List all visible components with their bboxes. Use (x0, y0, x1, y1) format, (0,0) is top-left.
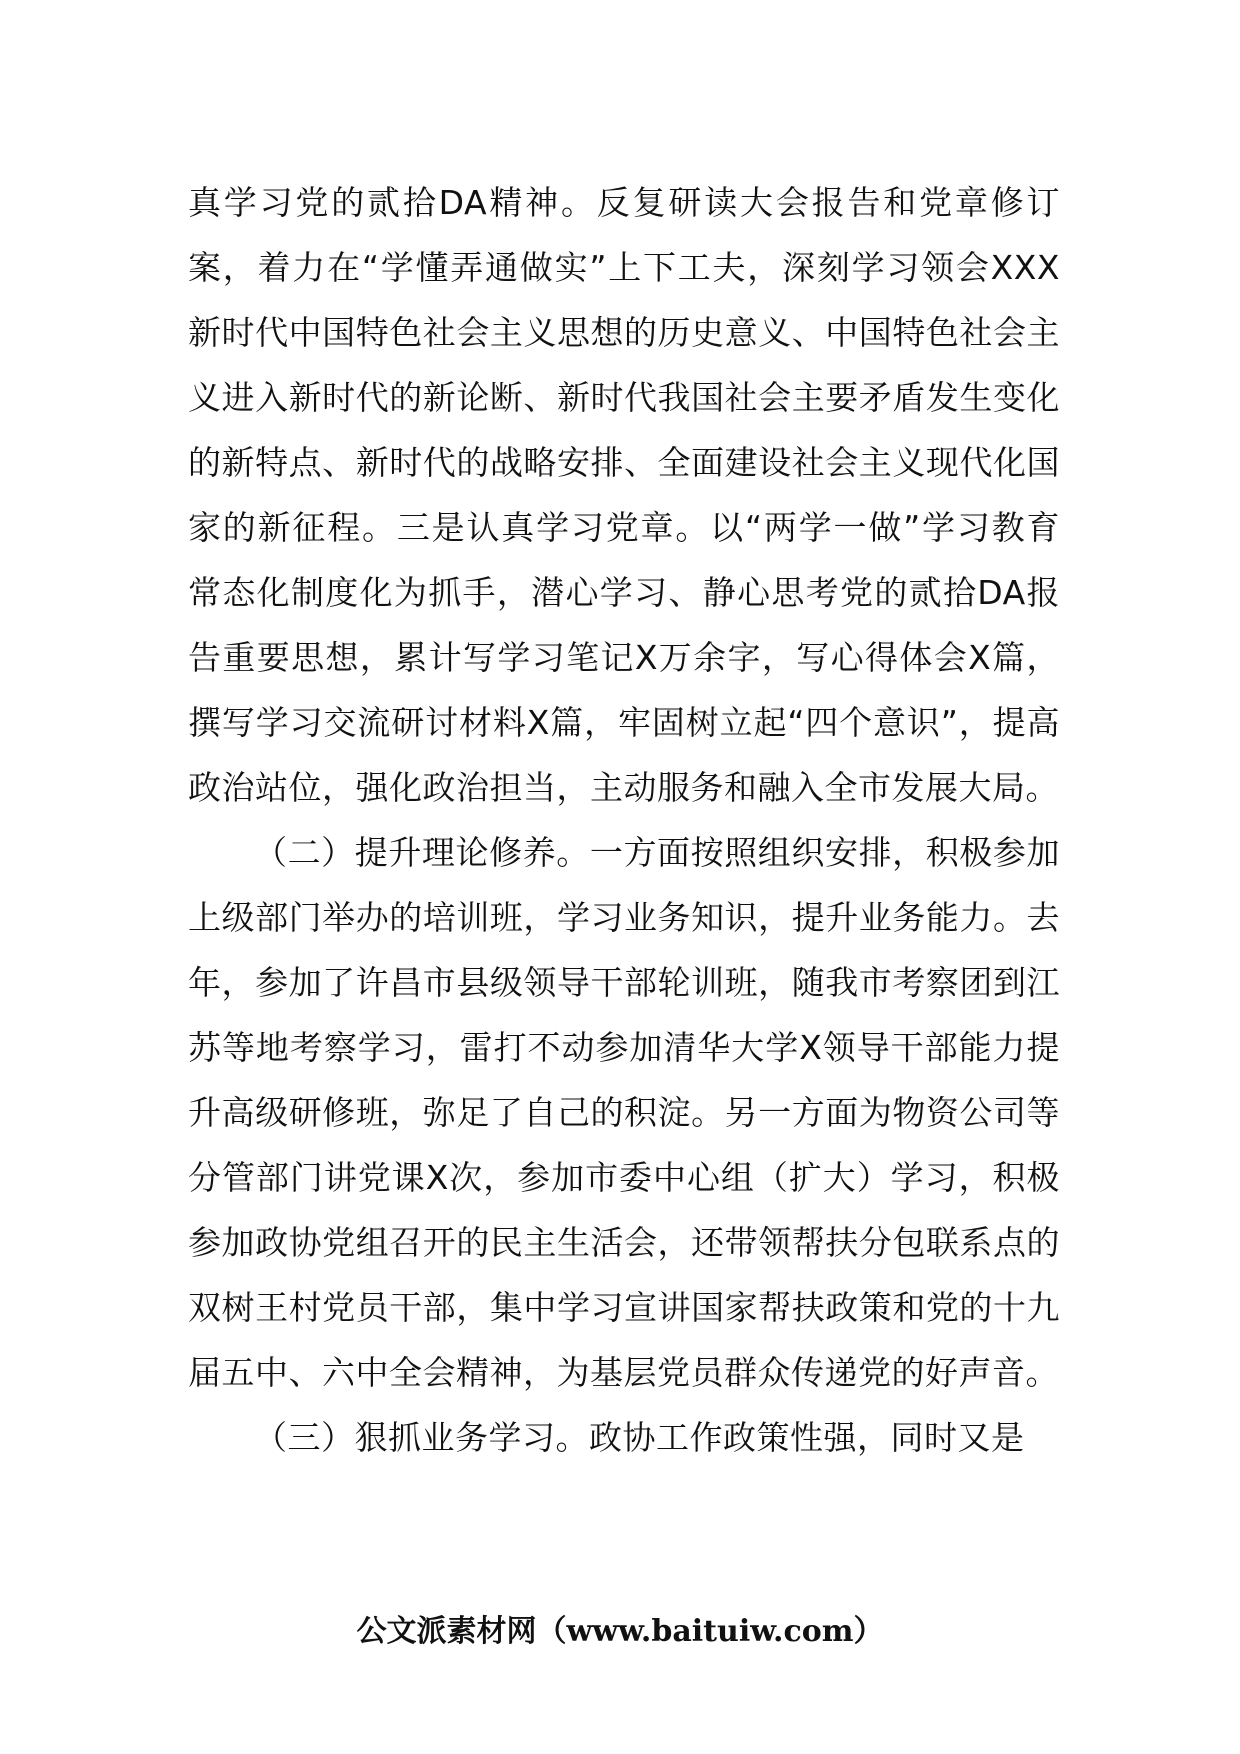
paragraph-improve-theory: （二）提升理论修养。一方面按照组织安排，积极参加上级部门举办的培训班，学习业务知识，提升业务能力。去年，参加了许昌市县级领导干部轮训班，随我市考察团到江苏等地考察学习，雷打不动参加清华大学X领导干部能力提升高级研修班，弥足了自己的积淀。另一方面为物资公司等分管部门讲党课X次，参加市委中心组（扩大）学习，积极参加政协党组召开的民主生活会，还带领帮扶分包联系点的双树王村党员干部，集中学习宣讲国家帮扶政策和党的十九届五中、六中全会精神，为基层党员群众传递党的好声音。 (188, 833, 1060, 1392)
document-body (188, 170, 1060, 1470)
paragraph-business-study: （三）狠抓业务学习。政协工作政策性强，同时又是 (254, 1418, 1025, 1457)
paragraph-study-party-spirit: 真学习党的贰拾DA精神。反复研读大会报告和党章修订案，着力在“学懂弄通做实”上下工夫，深刻学习领会XXX新时代中国特色社会主义思想的历史意义、中国特色社会主义进入新时代的新论断、新时代我国社会主要矛盾发生变化的新特点、新时代的战略安排、全面建设社会主义现代化国家的新征程。三是认真学习党章。以“两学一做”学习教育常态化制度化为抓手，潜心学习、静心思考党的贰拾DA报告重要思想，累计写学习笔记X万余字，写心得体会X篇，撰写学习交流研讨材料X篇，牢固树立起“四个意识”，提高政治站位，强化政治担当，主动服务和融入全市发展大局。 (188, 183, 1060, 807)
footer-watermark: 公文派素材网（www.baituiw.com） (356, 1614, 884, 1649)
